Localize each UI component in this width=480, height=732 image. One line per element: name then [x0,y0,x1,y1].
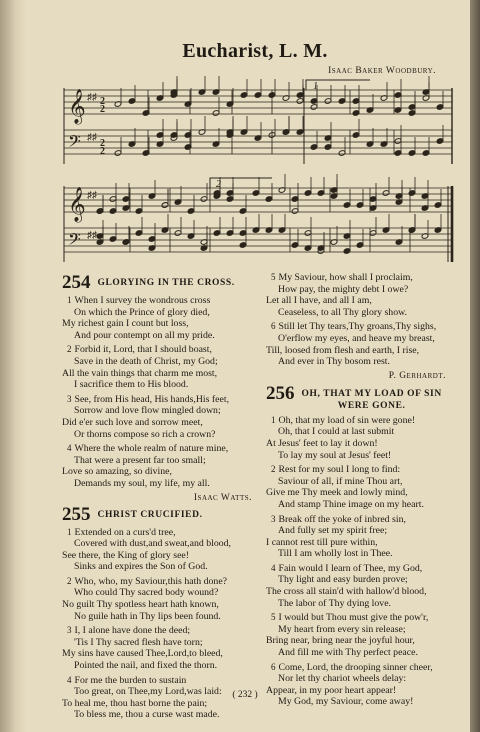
line-text: 'Tis I Thy sacred flesh have torn; [74,636,203,648]
line-text: The labor of Thy dying love. [278,597,392,609]
stanza [266,321,456,367]
hymn-author: P. Gerhardt. [388,370,446,381]
music-score [60,76,460,262]
stanza-line [266,487,456,499]
verse-number: 3 [67,393,72,404]
verse-number: 2 [271,464,276,475]
line-text: Thy light and easy burden prove; [278,574,408,586]
hymn-title-line-2: WERE GONE. [337,400,406,411]
stanza-line [266,284,456,296]
tune-title: Eucharist, L. M. [182,40,328,62]
line-text: Come, Lord, the drooping sinner cheer, [278,661,433,673]
stanza-line [266,321,456,333]
ending-2-label: 2 [216,179,221,190]
line-text: Saviour of all, if mine Thou art, [278,475,403,487]
line-text: No guile hath in Thy lips been found. [74,610,221,622]
line-text: Till, loosed from flesh and earth, I rise, [266,344,420,356]
stanza-line [62,330,262,342]
line-text: I, I alone have done the deed; [74,625,191,637]
line-text: Nor let thy chariot wheels delay: [278,673,407,685]
stanza-line [266,476,456,488]
verse-number: 1 [67,295,72,305]
book-spine [470,0,480,732]
verse-number: 3 [271,513,276,524]
svg-text:2: 2 [100,146,105,157]
svg-text:♯♯: ♯♯ [87,190,97,201]
stanza-line [266,438,456,450]
line-text: When I survey the wondrous cross [74,295,211,306]
stanza [266,415,456,461]
line-text: Forbid it, Lord, that I should boast, [74,344,212,356]
line-text: Bring near, bring near the joyful hour, [266,635,415,647]
line-text: I sacrifice them to His blood. [74,379,189,391]
line-text: O'erflow my eyes, and heave my breast, [278,332,435,344]
hymn-255-stanzas-part2 [266,272,456,368]
verse-number: 6 [271,321,276,332]
line-text: Oh, that I could at last submit [278,426,395,438]
stanza-line [62,625,262,637]
line-text: My Saviour, how shall I proclaim, [278,272,413,283]
treble-clef-icon: 𝄞 [68,188,86,221]
stanza-line [62,675,262,687]
stanza-line [266,673,456,685]
stanza [266,612,456,658]
stanza-line [62,660,262,672]
stanza-line [266,333,456,345]
line-text: Who, who, my Saviour,this hath done? [74,575,228,587]
line-text: Too great, on Thee,my Lord,was laid: [74,686,222,698]
line-text: I would but Thou must give the pow'r, [278,612,429,624]
stanza-line [62,455,262,467]
line-text: Sorrow and love flow mingled down; [74,405,221,417]
stanza-line [62,466,262,478]
line-text: Appear, in my poor heart appear! [266,684,397,696]
bass-clef-icon: 𝄢 [68,231,81,253]
stanza-line [266,586,456,598]
stanza [62,576,262,622]
stanza-line [62,648,262,660]
verse-number: 1 [271,414,276,425]
line-text: For me the burden to sustain [74,674,187,686]
verse-number: 4 [67,443,72,454]
ending-1-label: 1 [313,81,318,92]
svg-text:2: 2 [100,96,105,107]
line-text: Sinks and expires the Son of God. [74,561,208,573]
stanza-line [62,417,262,429]
verse-number: 6 [271,661,276,672]
line-text: No guilt Thy spotless heart hath known, [62,599,219,611]
stanza-line [62,561,262,573]
line-text: To bless me, thou a curse wast made. [74,709,220,721]
line-text: Or thorns compose so rich a crown? [74,428,216,440]
stanza-line [62,709,262,721]
stanza-line [62,356,262,368]
line-text: Rest for my soul I long to find: [278,464,401,476]
stanza [266,464,456,510]
line-text: Who could Thy sacred body wound? [74,587,219,599]
stanza-line [62,295,262,307]
svg-text:♯♯: ♯♯ [87,92,97,103]
page-edge-shadow [0,0,26,732]
verse-number: 3 [67,625,72,636]
line-text: Ceaseless, to all Thy glory show. [278,306,407,318]
line-text: Where the whole realm of nature mine, [74,443,229,455]
stanza [266,563,456,609]
line-text: That were a present far too small; [74,454,206,466]
verse-number: 5 [271,272,276,282]
line-text: How pay, the mighty debt I owe? [278,283,409,295]
line-text: My heart from every sin release; [278,623,406,635]
stanza-line [62,478,262,490]
line-text: And fully set my spirit free; [278,525,388,537]
stanza-line [266,415,456,427]
line-text: And stamp Thine image on my heart. [278,498,424,510]
stanza [266,272,456,318]
stanza [266,514,456,560]
line-text: At Jesus' feet to lay it down! [266,437,378,449]
stanza-line [266,647,456,659]
stanza-line [266,450,456,462]
treble-clef-icon: 𝄞 [68,90,86,123]
verse-number: 2 [67,344,72,355]
hymn-author: Isaac Watts. [193,492,252,503]
stanza [62,344,262,390]
stanza-line [62,379,262,391]
left-column [62,272,262,724]
stanza-line [266,295,456,307]
line-text: I cannot rest till pure within, [266,536,378,548]
hymn-number: 255 [62,503,91,525]
page-number: ( 232 ) [232,690,258,700]
hymn-header [62,503,262,525]
stanza [62,394,262,440]
hymn-256-stanzas [266,415,456,708]
line-text: And pour contempt on all my pride. [74,329,215,341]
stanza-line [62,394,262,406]
hymn-title: GLORYING IN THE CROSS. [97,278,235,288]
stanza-line [266,574,456,586]
stanza-line [266,612,456,624]
line-text: And ever in Thy bosom rest. [278,356,390,368]
hymn-header [266,382,456,412]
stanza-line [62,307,262,319]
verse-number: 2 [67,575,72,586]
line-text: Extended on a curs'd tree, [74,526,176,538]
hymn-header [62,274,262,292]
svg-text:2: 2 [100,104,105,115]
line-text: The cross all stain'd with hallow'd blood, [266,586,427,598]
stanza-line [266,514,456,526]
right-column [266,272,456,711]
stanza-line [266,537,456,549]
verse-number: 5 [271,612,276,623]
stanza-line [62,587,262,599]
stanza-line [266,624,456,636]
verse-number: 1 [67,526,72,537]
line-text: Pointed the nail, and fixed the thorn. [74,660,218,672]
stanza-line [62,443,262,455]
stanza-line [62,368,262,380]
stanza-line [62,599,262,611]
stanza-line [62,576,262,588]
stanza-line [266,345,456,357]
hymn-number: 256 [266,382,295,404]
hymn-title [302,385,442,412]
hymn-254-stanzas [62,295,262,490]
stanza [62,527,262,573]
line-text: To lay my soul at Jesus' feet! [278,449,392,461]
line-text: See, from His head, His hands,His feet, [74,393,230,405]
stanza-line [62,538,262,550]
stanza [266,662,456,708]
line-text: On which the Prince of glory died, [74,306,210,318]
stanza-line [266,272,456,284]
hymn-title: CHRIST CRUCIFIED. [97,509,203,520]
line-text: To heal me, thou hast borne the pain; [62,697,208,709]
stanza-line [62,344,262,356]
stanza-line [62,429,262,441]
line-text: My richest gain I count but loss, [62,318,189,330]
line-text: See there, the King of glory see! [62,549,190,561]
line-text: Let all I have, and all I am, [266,295,372,307]
verse-number: 4 [271,562,276,573]
hymn-number: 254 [62,272,91,293]
line-text: Oh, that my load of sin were gone! [278,414,416,426]
line-text: Did e'er such love and sorrow meet, [62,416,203,428]
stanza-line [62,637,262,649]
svg-text:♯♯: ♯♯ [87,230,97,241]
line-text: Fain would I learn of Thee, my God, [278,562,423,574]
line-text: Still let Thy tears,Thy groans,Thy sighs, [278,321,437,333]
stanza-line [266,525,456,537]
stanza-line [266,635,456,647]
stanza-line [62,527,262,539]
stanza-line [266,548,456,560]
svg-text:2: 2 [100,138,105,149]
line-text: Demands my soul, my life, my all. [74,477,210,489]
hymn-title-line-1: OH, THAT MY LOAD OF SIN [301,388,442,399]
stanza-line [266,356,456,368]
stanza-line [266,426,456,438]
stanza [62,295,262,341]
line-text: Till I am wholly lost in Thee. [278,548,393,560]
stanza-line [62,318,262,330]
line-text: My sins have caused Thee,Lord,to bleed, [62,648,223,660]
stanza [62,443,262,489]
line-text: Covered with dust,and sweat,and blood, [74,538,231,550]
stanza [62,625,262,671]
bass-clef-icon: 𝄢 [68,133,81,155]
stanza-line [266,499,456,511]
stanza-line [266,307,456,319]
svg-text:♯♯: ♯♯ [87,132,97,143]
line-text: Break off the yoke of inbred sin, [278,513,406,525]
stanza-line [266,662,456,674]
stanza-line [62,405,262,417]
line-text: All the vain things that charm me most, [62,367,218,379]
stanza-line [62,611,262,623]
line-text: Give me Thy meek and lowly mind, [266,487,408,499]
verse-number: 4 [67,674,72,685]
stanza-line [266,464,456,476]
line-text: And fill me with Thy perfect peace. [278,647,418,659]
stanza-line [266,598,456,610]
line-text: Save in the death of Christ, my God; [74,355,218,367]
stanza-line [62,550,262,562]
line-text: My God, my Saviour, come away! [278,696,414,708]
stanza-line [266,563,456,575]
line-text: Love so amazing, so divine, [62,466,172,478]
tune-composer: Isaac Baker Woodbury. [328,66,436,76]
